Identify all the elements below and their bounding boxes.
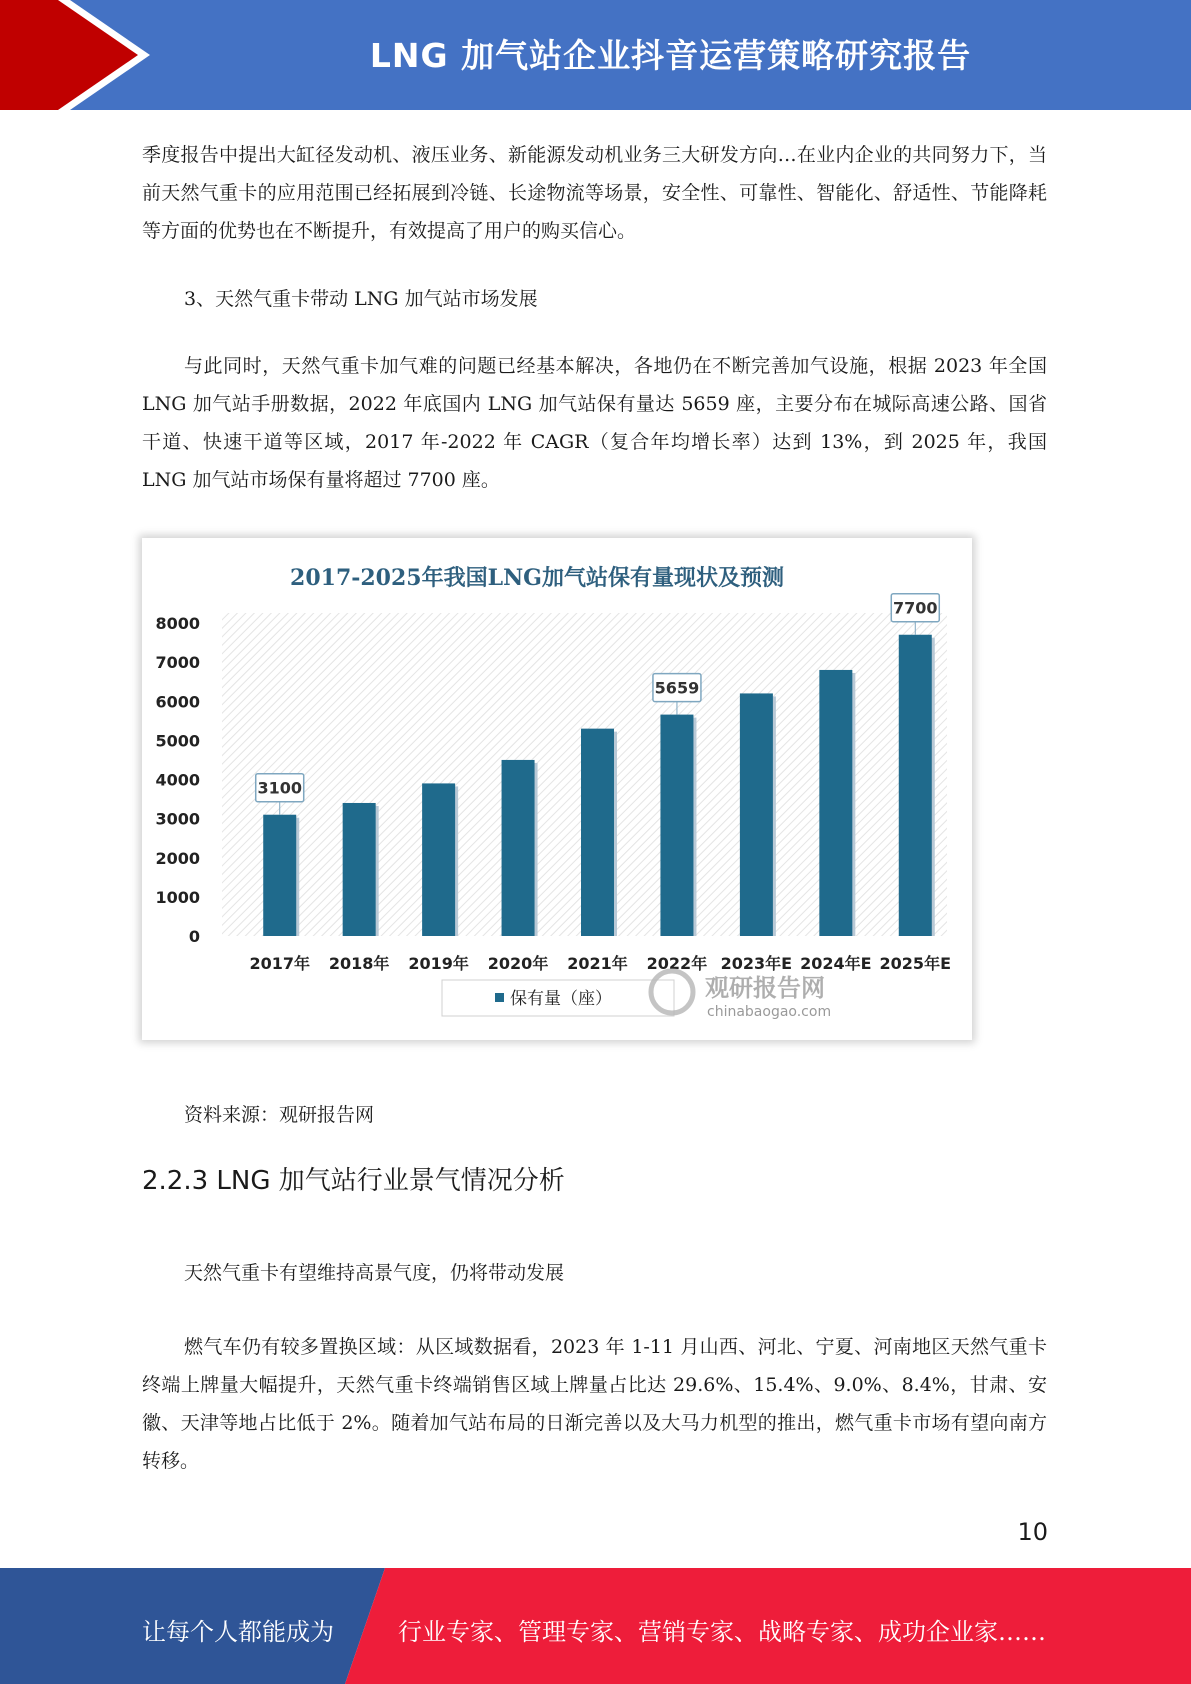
y-tick-label: 8000 bbox=[155, 614, 200, 633]
bar bbox=[660, 715, 693, 936]
subheading-market-development: 3、天然气重卡带动 LNG 加气站市场发展 bbox=[184, 288, 538, 310]
y-tick-label: 2000 bbox=[155, 848, 200, 868]
x-tick-label: 2018年 bbox=[328, 954, 390, 973]
bar bbox=[422, 783, 455, 936]
source-note: 资料来源：观研报告网 bbox=[184, 1104, 375, 1126]
paragraph-intro: 季度报告中提出大缸径发动机、液压业务、新能源发动机业务三大研发方向…在业内企业的共同努力下，当前天然气重卡的应用范围已经拓展到冷链、长途物流等场景，安全性、可靠性、智能化、舒适性、节能降耗等方面的优势也在不断提升，有效提高了用户的购买信心。 bbox=[142, 144, 1047, 242]
chart-title: 2017-2025年我国LNG加气站保有量现状及预测 bbox=[290, 565, 784, 591]
bar bbox=[581, 729, 614, 936]
bar bbox=[899, 635, 932, 936]
bar bbox=[263, 815, 296, 936]
data-label: 3100 bbox=[257, 778, 302, 798]
watermark-name: 观研报告网 bbox=[705, 974, 825, 1002]
legend-label: 保有量（座） bbox=[510, 989, 612, 1009]
y-tick-label: 4000 bbox=[155, 770, 200, 790]
x-tick-label: 2021年 bbox=[567, 954, 628, 973]
y-tick-label: 3000 bbox=[155, 809, 200, 829]
footer-roles: 行业专家、管理专家、营销专家、战略专家、成功企业家…… bbox=[398, 1618, 1046, 1646]
x-tick-label: 2022年 bbox=[646, 954, 708, 973]
x-tick-label: 2024年E bbox=[800, 954, 872, 973]
y-tick-label: 7000 bbox=[155, 653, 200, 673]
page-footer bbox=[0, 1568, 1191, 1684]
x-tick-label: 2019年 bbox=[408, 954, 469, 973]
bar bbox=[502, 760, 535, 936]
y-tick-label: 5000 bbox=[155, 731, 200, 751]
x-tick-label: 2025年E bbox=[879, 954, 952, 973]
data-label: 7700 bbox=[893, 598, 938, 618]
y-tick-label: 1000 bbox=[155, 887, 200, 907]
y-tick-label: 6000 bbox=[155, 692, 200, 712]
subheading-outlook: 天然气重卡有望维持高景气度，仍将带动发展 bbox=[184, 1262, 565, 1284]
paragraph-regional-data: 燃气车仍有较多置换区域：从区域数据看，2023 年 1-11 月山西、河北、宁夏、河南地区天然气重卡终端上牌量大幅提升，天然气重卡终端销售区域上牌量占比达 29.6%、15.4%、9.0%、8.4%，甘肃、安徽、天津等地占比低于 2%。随着加气站布局的日渐完善以及大马力机型的推出，燃气重卡市场有望向南方转移。 bbox=[142, 1336, 1047, 1472]
legend-swatch bbox=[495, 993, 504, 1002]
y-tick-label: 0 bbox=[188, 927, 200, 946]
bar bbox=[343, 803, 376, 936]
x-tick-label: 2023年E bbox=[720, 954, 793, 973]
chart-canvas bbox=[142, 538, 972, 1040]
bar-chart bbox=[142, 538, 972, 1040]
x-tick-label: 2017年 bbox=[249, 954, 310, 973]
report-title: LNG 加气站企业抖音运营策略研究报告 bbox=[369, 36, 972, 75]
section-heading: 2.2.3 LNG 加气站行业景气情况分析 bbox=[142, 1166, 565, 1196]
x-tick-label: 2020年 bbox=[487, 954, 549, 973]
data-label: 5659 bbox=[654, 678, 700, 698]
footer-slogan: 让每个人都能成为 bbox=[142, 1618, 334, 1646]
page-header bbox=[0, 0, 1191, 110]
page-number: 10 bbox=[1017, 1518, 1048, 1546]
header-arrow-decoration bbox=[0, 0, 160, 110]
bar bbox=[740, 693, 773, 936]
watermark-url: chinabaogao.com bbox=[707, 1004, 832, 1020]
bar bbox=[819, 670, 852, 936]
paragraph-station-data: 与此同时，天然气重卡加气难的问题已经基本解决，各地仍在不断完善加气设施，根据 2023 年全国 LNG 加气站手册数据，2022 年底国内 LNG 加气站保有量达 5659 座，主要分布在城际高速公路、国省干道、快速干道等区域，2017 年-2022 年 CAGR（复合年均增长率）达到 13%，到 2025 年，我国 LNG 加气站市场保有量将超过 7700 座。 bbox=[142, 355, 1047, 491]
